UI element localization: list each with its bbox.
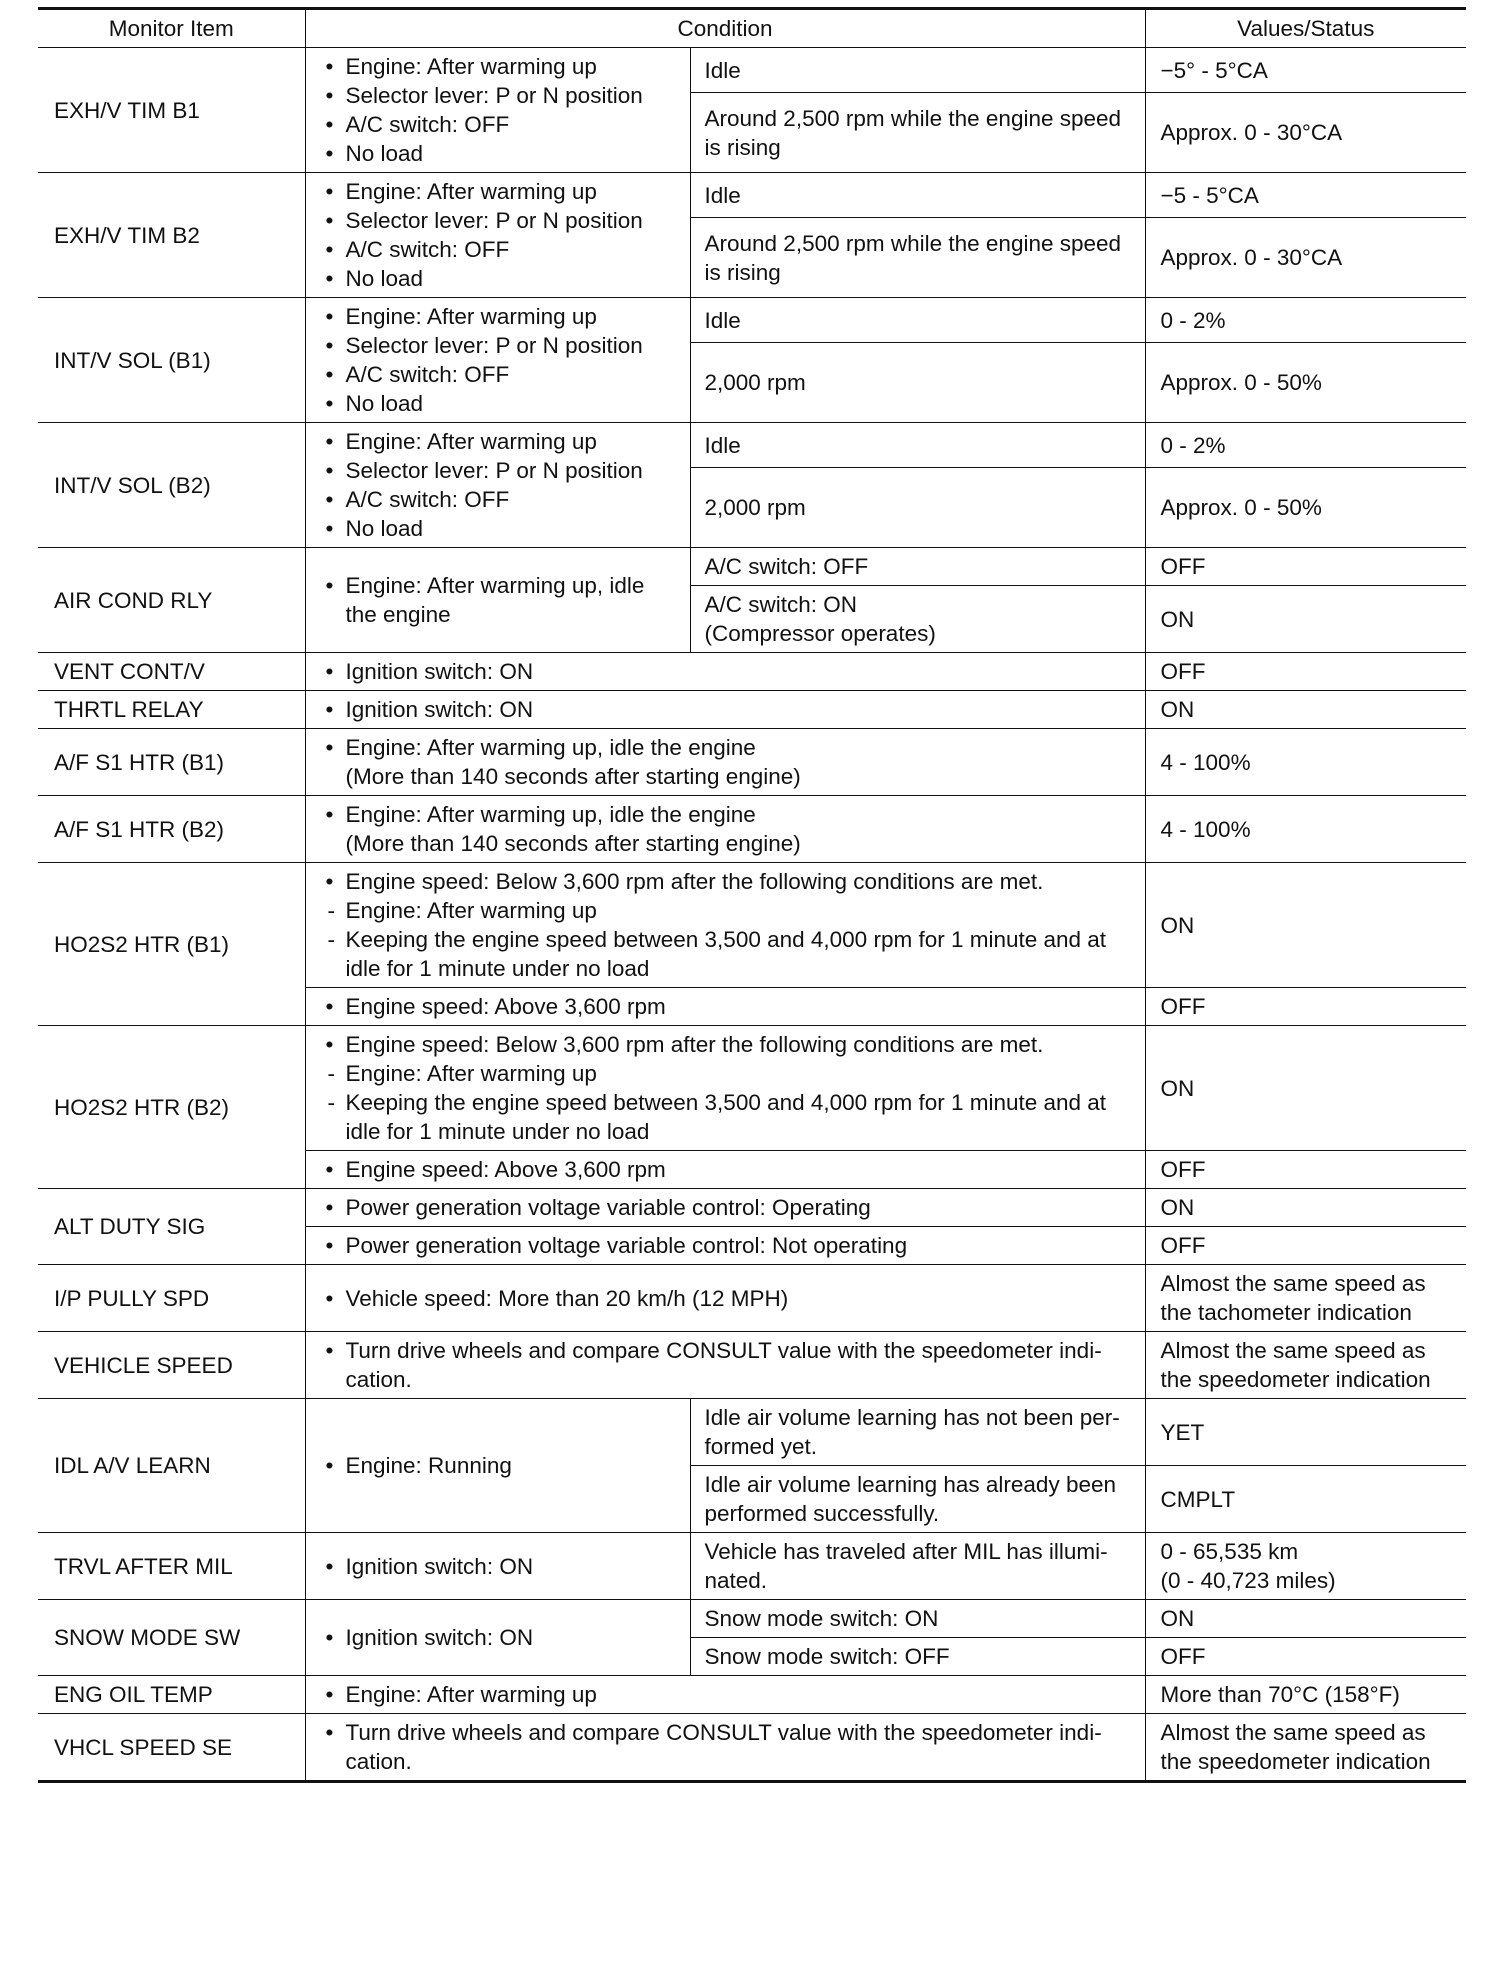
condition-cell: [305, 1714, 1145, 1782]
condition-bullet: • Selector lever: P or N position: [320, 206, 676, 235]
condition-cell: [305, 1533, 690, 1600]
condition-bullet: • Selector lever: P or N position: [320, 331, 676, 360]
value-status: −5° - 5°CA: [1145, 48, 1466, 93]
monitor-item: EXH/V TIM B1: [38, 48, 305, 173]
monitor-item: IDL A/V LEARN: [38, 1399, 305, 1533]
value-status: OFF: [1145, 1227, 1466, 1265]
condition-bullet: • Engine: After warming up, idle the engine: [320, 571, 676, 629]
condition-bullet: • A/C switch: OFF: [320, 360, 676, 389]
value-status: OFF: [1145, 653, 1466, 691]
condition-bullet: • A/C switch: OFF: [320, 110, 676, 139]
condition-bullet: • Ignition switch: ON: [320, 1623, 676, 1652]
header-row: [38, 9, 1466, 48]
sub-condition: Idle: [690, 298, 1145, 343]
condition-bullet: • Engine speed: Below 3,600 rpm after the following conditions are met.: [320, 867, 1131, 896]
condition-cell: [305, 173, 690, 298]
table-row: [38, 173, 1466, 218]
value-status: ON: [1145, 863, 1466, 988]
condition-bullet: • No load: [320, 389, 676, 418]
monitor-item-table: [38, 7, 1466, 1783]
sub-condition-line: A/C switch: ON: [704, 592, 858, 617]
condition-cell: [305, 1265, 1145, 1332]
value-status: Approx. 0 - 50%: [1145, 468, 1466, 548]
monitor-item: AIR COND RLY: [38, 548, 305, 653]
condition-bullet: • Ignition switch: ON: [320, 695, 1131, 724]
condition-cell: [305, 691, 1145, 729]
condition-bullet: • No load: [320, 264, 676, 293]
condition-bullet: [320, 800, 1131, 858]
value-status: OFF: [1145, 988, 1466, 1026]
monitor-item: SNOW MODE SW: [38, 1600, 305, 1676]
value-line: (0 - 40,723 miles): [1160, 1568, 1336, 1593]
value-line: 0 - 65,535 km: [1160, 1539, 1299, 1564]
condition-dash: - Engine: After warming up: [320, 1059, 1131, 1088]
value-status: ON: [1145, 1600, 1466, 1638]
value-status: CMPLT: [1145, 1466, 1466, 1533]
sub-condition: 2,000 rpm: [690, 343, 1145, 423]
sub-condition: Idle: [690, 423, 1145, 468]
condition-line: • Engine: After warming up, idle the engine: [345, 802, 756, 827]
monitor-item: ENG OIL TEMP: [38, 1676, 305, 1714]
table-row: [38, 653, 1466, 691]
condition-cell: [305, 1600, 690, 1676]
monitor-item: I/P PULLY SPD: [38, 1265, 305, 1332]
value-status: ON: [1145, 691, 1466, 729]
condition-bullet: • Engine: After warming up: [320, 52, 676, 81]
monitor-item: INT/V SOL (B2): [38, 423, 305, 548]
monitor-item: A/F S1 HTR (B2): [38, 796, 305, 863]
sub-condition: Around 2,500 rpm while the engine speed is rising: [690, 93, 1145, 173]
condition-bullet: • A/C switch: OFF: [320, 485, 676, 514]
monitor-item: VENT CONT/V: [38, 653, 305, 691]
sub-condition: Snow mode switch: ON: [690, 1600, 1145, 1638]
table-row: [38, 729, 1466, 796]
monitor-item: HO2S2 HTR (B1): [38, 863, 305, 1026]
condition-cell: [305, 48, 690, 173]
condition-cell: [305, 1151, 1145, 1189]
value-status: OFF: [1145, 1638, 1466, 1676]
value-status: Approx. 0 - 30°CA: [1145, 93, 1466, 173]
monitor-item-table-page: [38, 7, 1466, 1783]
value-status: Almost the same speed as the speedometer indication: [1145, 1332, 1466, 1399]
value-status: More than 70°C (158°F): [1145, 1676, 1466, 1714]
header-condition: Condition: [305, 9, 1145, 48]
table-row: [38, 1026, 1466, 1151]
value-status: 0 - 2%: [1145, 423, 1466, 468]
condition-bullet: • Turn drive wheels and compare CONSULT value with the speedometer indi-cation.: [320, 1336, 1131, 1394]
sub-condition: Idle air volume learning has not been per-formed yet.: [690, 1399, 1145, 1466]
condition-cell: [305, 1026, 1145, 1151]
table-row: [38, 1332, 1466, 1399]
table-row: [38, 1399, 1466, 1466]
condition-bullet: • Engine: After warming up: [320, 302, 676, 331]
condition-bullet: • Engine: After warming up: [320, 177, 676, 206]
sub-condition: Idle air volume learning has already been performed successfully.: [690, 1466, 1145, 1533]
condition-line: (More than 140 seconds after starting engine): [345, 831, 801, 856]
condition-bullet: • Power generation voltage variable control: Operating: [320, 1193, 1131, 1222]
monitor-item: HO2S2 HTR (B2): [38, 1026, 305, 1189]
condition-cell: [305, 1332, 1145, 1399]
header-values-status: Values/Status: [1145, 9, 1466, 48]
value-status: YET: [1145, 1399, 1466, 1466]
condition-cell: [305, 1676, 1145, 1714]
value-status: 4 - 100%: [1145, 796, 1466, 863]
value-status: −5 - 5°CA: [1145, 173, 1466, 218]
condition-cell: [305, 548, 690, 653]
condition-bullet: • Engine: After warming up: [320, 427, 676, 456]
condition-bullet: • A/C switch: OFF: [320, 235, 676, 264]
condition-bullet: • Turn drive wheels and compare CONSULT value with the speedometer indi-cation.: [320, 1718, 1131, 1776]
condition-cell: [305, 1399, 690, 1533]
condition-bullet: • Engine speed: Above 3,600 rpm: [320, 992, 1131, 1021]
value-status: Approx. 0 - 30°CA: [1145, 218, 1466, 298]
condition-bullet: • No load: [320, 514, 676, 543]
monitor-item: A/F S1 HTR (B1): [38, 729, 305, 796]
sub-condition: 2,000 rpm: [690, 468, 1145, 548]
sub-condition: A/C switch: OFF: [690, 548, 1145, 586]
condition-cell: [305, 653, 1145, 691]
table-row: [38, 863, 1466, 988]
value-status: Almost the same speed as the tachometer indication: [1145, 1265, 1466, 1332]
header-monitor-item: Monitor Item: [38, 9, 305, 48]
sub-condition: Idle: [690, 48, 1145, 93]
sub-condition: Around 2,500 rpm while the engine speed is rising: [690, 218, 1145, 298]
sub-condition-line: (Compressor operates): [704, 621, 936, 646]
value-status: 4 - 100%: [1145, 729, 1466, 796]
condition-bullet: [320, 733, 1131, 791]
condition-line: • Engine: After warming up, idle the engine: [345, 735, 756, 760]
condition-cell: [305, 729, 1145, 796]
condition-cell: [305, 298, 690, 423]
condition-bullet: • Vehicle speed: More than 20 km/h (12 MPH): [320, 1284, 1131, 1313]
monitor-item: VHCL SPEED SE: [38, 1714, 305, 1782]
condition-bullet: • Engine: Running: [320, 1451, 676, 1480]
value-status: 0 - 2%: [1145, 298, 1466, 343]
value-status: ON: [1145, 1189, 1466, 1227]
monitor-item: THRTL RELAY: [38, 691, 305, 729]
table-row: [38, 691, 1466, 729]
table-row: [38, 1600, 1466, 1638]
sub-condition: Snow mode switch: OFF: [690, 1638, 1145, 1676]
table-row: [38, 1676, 1466, 1714]
table-row: [38, 1533, 1466, 1600]
value-status: OFF: [1145, 1151, 1466, 1189]
value-status: [1145, 1533, 1466, 1600]
condition-bullet: • Selector lever: P or N position: [320, 456, 676, 485]
condition-bullet: • Engine: After warming up: [320, 1680, 1131, 1709]
value-status: ON: [1145, 586, 1466, 653]
condition-cell: [305, 1227, 1145, 1265]
value-status: OFF: [1145, 548, 1466, 586]
condition-line: (More than 140 seconds after starting engine): [345, 764, 801, 789]
condition-bullet: • Engine speed: Below 3,600 rpm after the following conditions are met.: [320, 1030, 1131, 1059]
table-row: [38, 48, 1466, 93]
value-status: Approx. 0 - 50%: [1145, 343, 1466, 423]
condition-bullet: • Ignition switch: ON: [320, 1552, 676, 1581]
condition-cell: [305, 863, 1145, 988]
table-row: [38, 1714, 1466, 1782]
condition-dash: - Keeping the engine speed between 3,500 and 4,000 rpm for 1 minute and at idle for 1 minute under no load: [320, 1088, 1131, 1146]
monitor-item: ALT DUTY SIG: [38, 1189, 305, 1265]
condition-cell: [305, 1189, 1145, 1227]
condition-bullet: • Selector lever: P or N position: [320, 81, 676, 110]
monitor-item: VEHICLE SPEED: [38, 1332, 305, 1399]
condition-bullet: • Engine speed: Above 3,600 rpm: [320, 1155, 1131, 1184]
table-row: [38, 1265, 1466, 1332]
monitor-item: EXH/V TIM B2: [38, 173, 305, 298]
sub-condition: Idle: [690, 173, 1145, 218]
condition-cell: [305, 796, 1145, 863]
table-row: [38, 1189, 1466, 1227]
condition-bullet: • No load: [320, 139, 676, 168]
condition-cell: [305, 988, 1145, 1026]
condition-dash: - Engine: After warming up: [320, 896, 1131, 925]
value-status: Almost the same speed as the speedometer indication: [1145, 1714, 1466, 1782]
monitor-item: TRVL AFTER MIL: [38, 1533, 305, 1600]
condition-bullet: • Power generation voltage variable control: Not operating: [320, 1231, 1131, 1260]
table-row: [38, 796, 1466, 863]
sub-condition: Vehicle has traveled after MIL has illumi-nated.: [690, 1533, 1145, 1600]
table-row: [38, 298, 1466, 343]
table-row: [38, 423, 1466, 468]
sub-condition: [690, 586, 1145, 653]
condition-dash: - Keeping the engine speed between 3,500 and 4,000 rpm for 1 minute and at idle for 1 minute under no load: [320, 925, 1131, 983]
condition-bullet: • Ignition switch: ON: [320, 657, 1131, 686]
monitor-item: INT/V SOL (B1): [38, 298, 305, 423]
table-row: [38, 548, 1466, 586]
value-status: ON: [1145, 1026, 1466, 1151]
condition-cell: [305, 423, 690, 548]
